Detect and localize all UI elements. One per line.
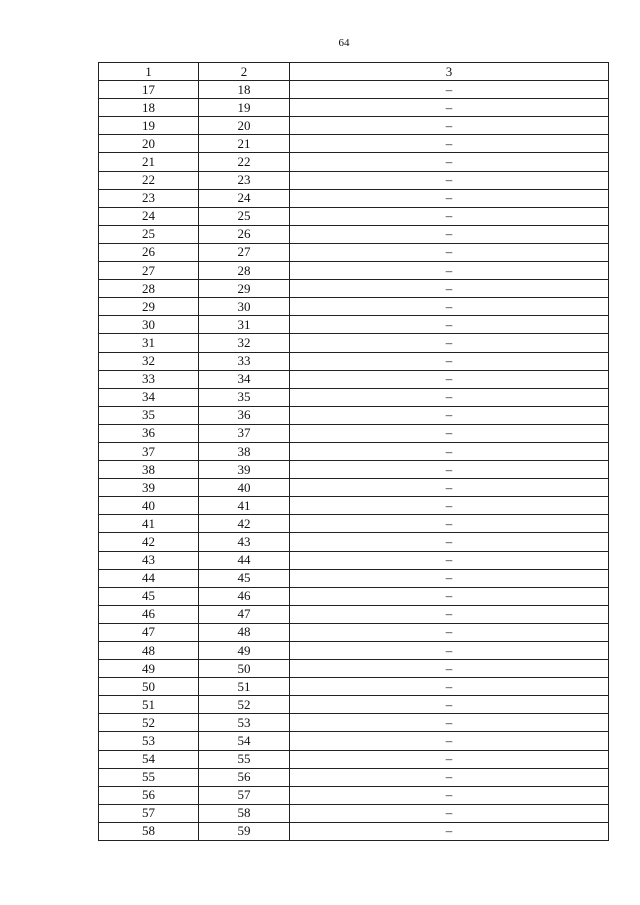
table-cell-col-1: 43 [99,551,199,569]
table-row [99,678,609,696]
table-cell-col-1: 17 [99,81,199,99]
table-cell-col-1: 34 [99,388,199,406]
table-cell-col-2: 51 [199,678,290,696]
table-row [99,406,609,424]
table-cell-col-2: 52 [199,696,290,714]
table-cell-col-3: – [290,262,609,280]
table-cell-col-1: 56 [99,786,199,804]
table-cell-col-2: 56 [199,768,290,786]
table-cell-col-1: 18 [99,99,199,117]
table-cell-col-1: 40 [99,497,199,515]
column-header-3: 3 [290,63,609,81]
table-row [99,262,609,280]
table-cell-col-2: 26 [199,225,290,243]
table-row [99,171,609,189]
table-cell-col-2: 36 [199,406,290,424]
table-cell-col-3: – [290,81,609,99]
table-cell-col-1: 50 [99,678,199,696]
table-row [99,732,609,750]
table-row [99,587,609,605]
table-cell-col-1: 35 [99,406,199,424]
table-cell-col-3: – [290,605,609,623]
table-cell-col-3: – [290,642,609,660]
table-cell-col-1: 49 [99,660,199,678]
table-cell-col-1: 44 [99,569,199,587]
table-cell-col-1: 55 [99,768,199,786]
table-row [99,804,609,822]
table-cell-col-1: 24 [99,207,199,225]
table-cell-col-2: 43 [199,533,290,551]
table-cell-col-3: – [290,660,609,678]
table-cell-col-2: 31 [199,316,290,334]
table-cell-col-2: 18 [199,81,290,99]
table-cell-col-1: 29 [99,298,199,316]
table-row [99,605,609,623]
table-cell-col-3: – [290,352,609,370]
table-cell-col-2: 32 [199,334,290,352]
table-body [99,81,609,841]
table-row [99,515,609,533]
table-row [99,768,609,786]
table-cell-col-3: – [290,153,609,171]
table-cell-col-3: – [290,424,609,442]
table-cell-col-1: 30 [99,316,199,334]
table-cell-col-1: 48 [99,642,199,660]
table-row [99,334,609,352]
table-row [99,750,609,768]
table-cell-col-1: 39 [99,479,199,497]
table-row [99,479,609,497]
table-row [99,822,609,840]
table-cell-col-3: – [290,804,609,822]
table-cell-col-2: 40 [199,479,290,497]
table-row [99,81,609,99]
table-cell-col-3: – [290,189,609,207]
table-cell-col-1: 26 [99,243,199,261]
table-cell-col-2: 58 [199,804,290,822]
table-cell-col-1: 38 [99,461,199,479]
table-cell-col-1: 33 [99,370,199,388]
table-cell-col-3: – [290,243,609,261]
table-cell-col-2: 29 [199,280,290,298]
table-cell-col-1: 21 [99,153,199,171]
table-cell-col-3: – [290,442,609,460]
table-cell-col-2: 19 [199,99,290,117]
table-cell-col-2: 34 [199,370,290,388]
table-cell-col-1: 54 [99,750,199,768]
table-cell-col-3: – [290,569,609,587]
table-cell-col-3: – [290,623,609,641]
table-row [99,370,609,388]
table-cell-col-2: 48 [199,623,290,641]
table-row [99,660,609,678]
table-cell-col-1: 58 [99,822,199,840]
table-cell-col-2: 23 [199,171,290,189]
table-cell-col-2: 22 [199,153,290,171]
table-cell-col-2: 50 [199,660,290,678]
table-row [99,117,609,135]
table-row [99,99,609,117]
table-cell-col-1: 28 [99,280,199,298]
table-cell-col-2: 47 [199,605,290,623]
table-cell-col-3: – [290,750,609,768]
table-row [99,153,609,171]
table-row [99,569,609,587]
table-cell-col-2: 20 [199,117,290,135]
table-cell-col-1: 36 [99,424,199,442]
table-cell-col-2: 59 [199,822,290,840]
table-cell-col-3: – [290,99,609,117]
table-row [99,280,609,298]
table-cell-col-1: 25 [99,225,199,243]
table-row [99,189,609,207]
table-cell-col-3: – [290,225,609,243]
table-row [99,298,609,316]
table-cell-col-1: 42 [99,533,199,551]
table-cell-col-3: – [290,316,609,334]
table-cell-col-3: – [290,515,609,533]
table-cell-col-2: 21 [199,135,290,153]
table-cell-col-1: 23 [99,189,199,207]
table-cell-col-3: – [290,388,609,406]
table-cell-col-3: – [290,334,609,352]
table-cell-col-1: 53 [99,732,199,750]
table-cell-col-1: 22 [99,171,199,189]
table-cell-col-2: 39 [199,461,290,479]
page-number: 64 [338,37,350,49]
table-cell-col-2: 25 [199,207,290,225]
table-cell-col-2: 49 [199,642,290,660]
table-row [99,696,609,714]
table-cell-col-3: – [290,678,609,696]
table-cell-col-1: 57 [99,804,199,822]
table-row [99,551,609,569]
data-table [98,62,609,841]
column-header-2: 2 [199,63,290,81]
table-cell-col-2: 45 [199,569,290,587]
table-row [99,642,609,660]
table-row [99,225,609,243]
table-cell-col-1: 31 [99,334,199,352]
table-cell-col-3: – [290,551,609,569]
table-cell-col-2: 35 [199,388,290,406]
table-cell-col-1: 47 [99,623,199,641]
table-cell-col-2: 44 [199,551,290,569]
table-cell-col-3: – [290,135,609,153]
table-row [99,135,609,153]
table-cell-col-2: 57 [199,786,290,804]
table-cell-col-3: – [290,533,609,551]
table-cell-col-1: 52 [99,714,199,732]
table-row [99,352,609,370]
table-cell-col-2: 53 [199,714,290,732]
table-row [99,207,609,225]
table-cell-col-3: – [290,714,609,732]
table-cell-col-3: – [290,298,609,316]
table-cell-col-1: 41 [99,515,199,533]
table-cell-col-3: – [290,786,609,804]
table-cell-col-2: 28 [199,262,290,280]
table-row [99,623,609,641]
table-cell-col-3: – [290,497,609,515]
table-cell-col-2: 27 [199,243,290,261]
table-cell-col-1: 45 [99,587,199,605]
table-cell-col-3: – [290,479,609,497]
table-cell-col-1: 27 [99,262,199,280]
table-row [99,442,609,460]
table-row [99,461,609,479]
table-cell-col-2: 24 [199,189,290,207]
table-cell-col-3: – [290,461,609,479]
column-header-1: 1 [99,63,199,81]
table-cell-col-3: – [290,587,609,605]
table-cell-col-1: 20 [99,135,199,153]
table-cell-col-2: 54 [199,732,290,750]
table-cell-col-2: 46 [199,587,290,605]
table-cell-col-3: – [290,822,609,840]
table-cell-col-3: – [290,171,609,189]
table-cell-col-2: 30 [199,298,290,316]
table-row [99,316,609,334]
table-cell-col-3: – [290,117,609,135]
table-row [99,388,609,406]
table-header-row [99,63,609,81]
table-cell-col-2: 42 [199,515,290,533]
table-cell-col-3: – [290,732,609,750]
table-cell-col-1: 32 [99,352,199,370]
table-cell-col-3: – [290,207,609,225]
table-cell-col-1: 51 [99,696,199,714]
table-cell-col-3: – [290,696,609,714]
table-cell-col-2: 41 [199,497,290,515]
table-row [99,533,609,551]
table-cell-col-2: 38 [199,442,290,460]
table-row [99,497,609,515]
table-cell-col-2: 37 [199,424,290,442]
table-cell-col-1: 19 [99,117,199,135]
table-cell-col-1: 37 [99,442,199,460]
table-cell-col-2: 33 [199,352,290,370]
table-row [99,714,609,732]
table-cell-col-3: – [290,406,609,424]
table-row [99,424,609,442]
table-cell-col-3: – [290,280,609,298]
table-cell-col-2: 55 [199,750,290,768]
table-row [99,786,609,804]
table-cell-col-1: 46 [99,605,199,623]
table-cell-col-3: – [290,370,609,388]
table-cell-col-3: – [290,768,609,786]
table-row [99,243,609,261]
